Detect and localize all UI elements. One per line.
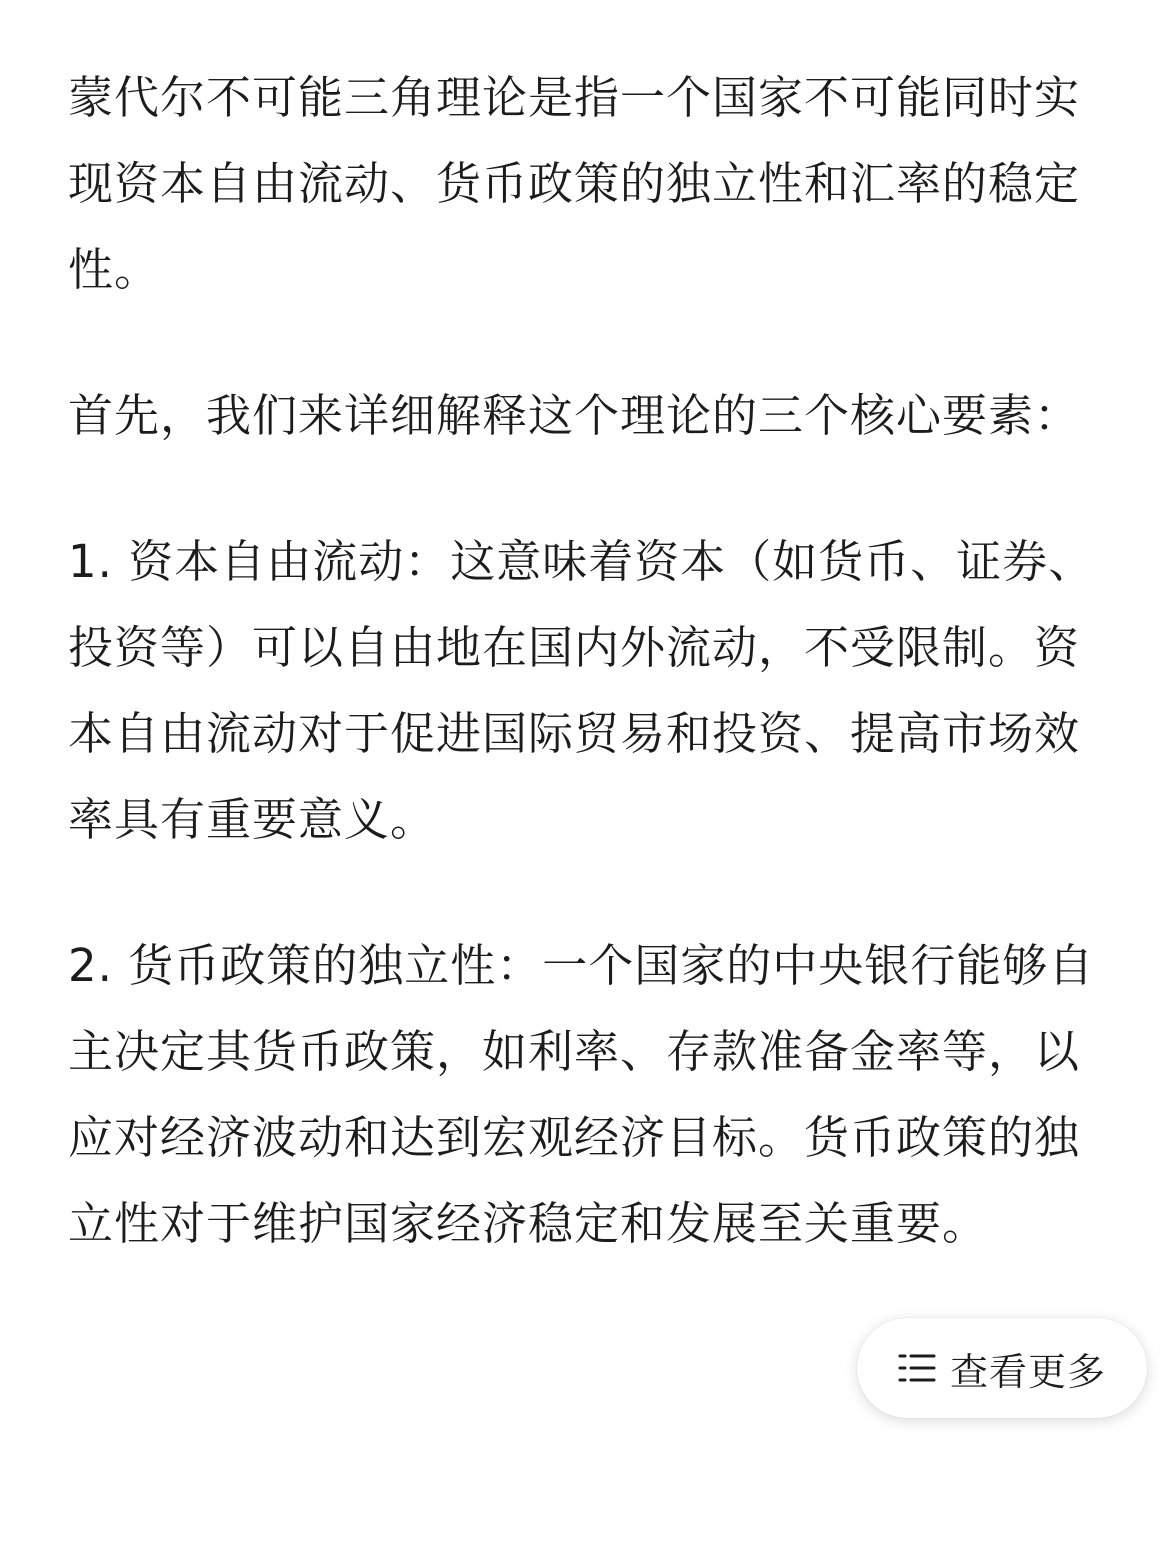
paragraph-capital-flow: 1. 资本自由流动：这意味着资本（如货币、证券、投资等）可以自由地在国内外流动，不受限制。资本自由流动对于促进国际贸易和投资、提高市场效率具有重要意义。 xyxy=(68,535,1095,846)
list-icon xyxy=(898,1351,936,1385)
bottom-fade xyxy=(0,1470,1176,1545)
paragraph-elements-intro: 首先，我们来详细解释这个理论的三个核心要素： xyxy=(68,389,1081,442)
paragraph-monetary-policy: 2. 货币政策的独立性：一个国家的中央银行能够自主决定其货币政策，如利率、存款准备金率等，以应对经济波动和达到宏观经济目标。货币政策的独立性对于维护国家经济稳定和发展至关重要。 xyxy=(68,939,1095,1250)
paragraph-intro: 蒙代尔不可能三角理论是指一个国家不可能同时实现资本自由流动、货币政策的独立性和汇率的稳定性。 xyxy=(68,71,1081,296)
article-body xyxy=(68,55,1108,1327)
view-more-button[interactable] xyxy=(857,1318,1147,1418)
view-more-label: 查看更多 xyxy=(949,1349,1106,1394)
